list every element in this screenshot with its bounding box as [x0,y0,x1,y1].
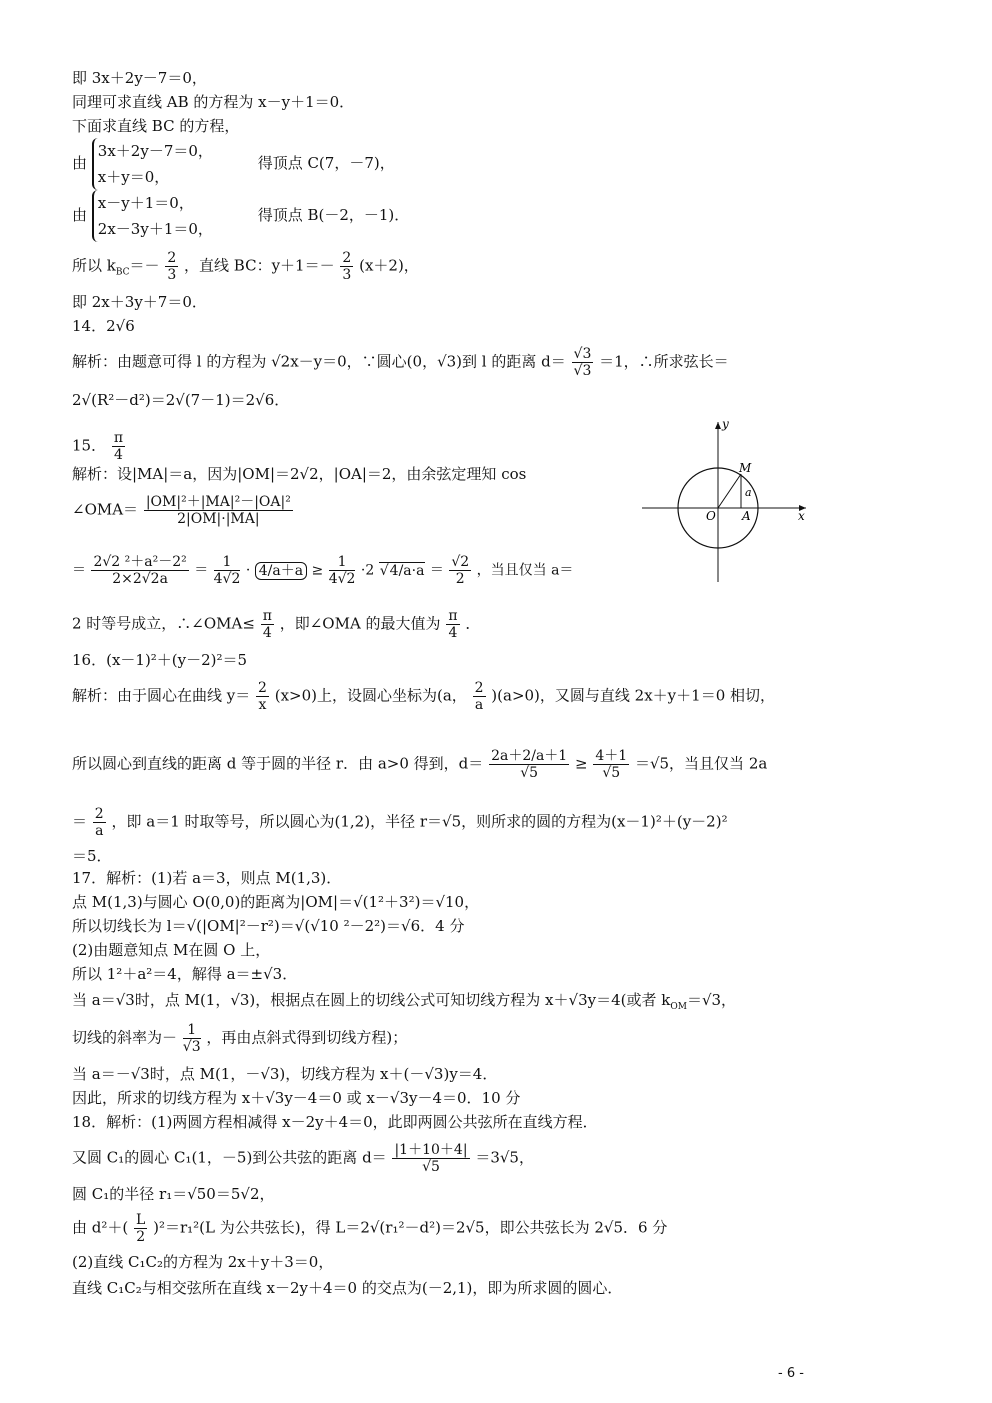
subscript: OM [670,1002,687,1012]
fraction: $\frac{\text{2√2 ²＋a²－2²}}{2\times 2√2a}$ [93,554,187,587]
text-you: 由 [72,206,88,224]
text-span: 所以圆心到直线的距离 d 等于圆的半径 r．由 a>0 得到，d＝ [72,754,484,773]
text-line [72,748,767,781]
text-span: 得顶点 C(7，－7)， [257,154,395,172]
text-line [72,608,480,641]
fraction: $\frac{√3}{√3}$ [573,346,592,379]
subscript: BC [115,267,130,278]
text-span: ＝√5，当且仅当 2a [634,754,768,773]
text-span: ，直线 BC：y＋1＝－ [184,256,335,275]
y-axis-arrow [715,422,721,429]
text-span: ＝ [429,562,444,579]
text-line: 直线 C₁C₂与相交弦所在直线 x－2y＋4＝0 的交点为(－2,1)，即为所求圆的圆心． [72,1279,623,1297]
fraction: $\frac{\pi}{4}$ [448,608,458,641]
text-line: 点 M(1,3)与圆心 O(0,0)的距离为|OM|＝√(1²＋3²)＝√10， [72,893,480,911]
text-line: (2)直线 C₁C₂的方程为 2x＋y＋3＝0， [72,1253,334,1271]
text-line [72,1212,667,1245]
text-span: 所以 k [72,256,116,275]
bracket-expr: 4/a＋a [255,562,307,580]
text-span: (x>0)上，设圆心坐标为(a， [274,686,467,705]
label-a-point: A [742,509,751,523]
text-line [72,250,419,283]
text-span: ＝√3， [686,991,737,1009]
text-span: 15． [72,436,107,455]
text-span: ≥ [574,754,588,773]
fraction: $\frac{4+1}{√5}$ [595,748,628,781]
text-span: ，即∠OMA 的最大值为 [279,614,441,633]
answer-15 [72,430,126,463]
text-span: 当 a＝√3时，点 M(1，√3)，根据点在圆上的切线公式可知切线方程为 x＋√3y＝4(或者 k [72,991,671,1009]
label-x: x [798,509,805,523]
text-line [72,680,775,713]
text-span: 解析：由于圆心在曲线 y＝ [72,686,251,705]
text-span: 得顶点 B(－2，－1)． [257,206,410,224]
text-span: ＝ [72,562,86,579]
answer-14: 14．2√6 [72,317,135,335]
text-line: 所以 1²＋a²＝4，解得 a＝±√3． [72,965,298,983]
text-line [72,1022,407,1055]
text-span: ＝ [194,562,209,579]
equation-system [72,190,409,242]
fraction: $\frac{2}{a}$ [94,806,104,839]
fraction: $\frac{1}{4√2}$ [213,554,241,587]
sys-eq: x－y＋1＝0， [97,194,194,212]
text-line: ＝5． [72,847,112,865]
text-you: 由 [72,154,88,172]
text-line [72,806,728,839]
text-span: 切线的斜率为－ [72,1028,178,1047]
text-line: 圆 C₁的半径 r₁＝√50＝5√2， [72,1185,275,1203]
fraction: $\frac{|1+10+4|}{√5}$ [394,1142,468,1175]
text-line [72,494,294,527]
fraction: $\frac{\text{|OM|²＋|MA|²－|OA|²}}{2|OM|\cdot|MA|}$ [145,494,291,527]
text-span: )(a>0)，又圆与直线 2x＋y＋1＝0 相切， [491,686,776,705]
brace-system [92,138,213,190]
fraction: $\frac{√2}{2}$ [451,554,470,587]
text-line: 当 a＝－√3时，点 M(1，－√3)，切线方程为 x＋(－√3)y＝4． [72,1065,498,1083]
text-span: ＝3√5， [475,1148,534,1167]
text-span: (x＋2)， [359,256,419,275]
fraction: $\frac{\pi}{4}$ [262,608,272,641]
label-a-length: a [745,486,752,499]
fraction: $\frac{2a+2/a+1}{√5}$ [491,748,568,781]
text-span: ＝1，∴所求弦长＝ [599,352,729,371]
text-span: ＝－ [129,256,160,275]
text-line: 解析：设|MA|＝a，因为|OM|＝2√2，|OA|＝2，由余弦定理知 cos [72,465,527,483]
circle-figure [636,416,816,586]
text-span: 解析：由题意可得 l 的方程为 √2x－y＝0，∵圆心(0，√3)到 l 的距离 d＝ [72,352,566,371]
text-line: 18．解析：(1)两圆方程相减得 x－2y＋4＝0，此即两圆公共弦所在直线方程． [72,1113,598,1131]
text-span: 又圆 C₁的圆心 C₁(1，－5)到公共弦的距离 d＝ [72,1148,387,1167]
fraction: $\frac{\pi}{4}$ [113,430,124,463]
answer-16: 16．(x－1)²＋(y－2)²＝5 [72,651,248,669]
brace-system [92,190,213,242]
text-line [72,1142,534,1175]
text-line: 下面求直线 BC 的方程， [72,117,240,135]
text-span: 2 时等号成立，∴∠OMA≤ [72,614,255,633]
text-line: 即 2x＋3y＋7＝0． [72,293,207,311]
sys-eq: x＋y＝0， [97,168,170,186]
page-number: - 6 - [778,1366,804,1381]
sqrt-expr: √ 4/a·a [379,562,426,579]
fraction: $\frac{2}{3}$ [342,250,352,283]
fraction: $\frac{1}{√3}$ [182,1022,201,1055]
fraction: $\frac{L}{2}$ [136,1212,146,1245]
sys-eq: 3x＋2y－7＝0， [97,142,213,160]
text-line: 所以切线长为 l＝√(|OM|²－r²)＝√(√10 ²－2²)＝√6．4 分 [72,917,465,935]
text-line [72,990,736,1017]
text-span: 由 d²＋( [72,1218,129,1237]
text-span: ＝ [72,812,88,831]
label-origin: O [706,509,716,523]
text-span: ·2 [360,562,375,579]
segment-om [718,474,741,508]
text-span: · [245,562,251,579]
label-m: M [739,461,752,475]
label-y: y [722,417,729,431]
text-line: 即 3x＋2y－7＝0， [72,69,207,87]
text-line: 17．解析：(1)若 a＝3，则点 M(1,3)． [72,869,342,887]
text-span: ∠OMA＝ [72,500,139,519]
text-span: ，当且仅当 a＝ [476,562,574,579]
text-span: ，再由点斜式得到切线方程)； [206,1028,408,1047]
text-line: (2)由题意知点 M在圆 O 上， [72,941,271,959]
fraction: $\frac{2}{x}$ [258,680,267,713]
text-span: ． [465,614,481,633]
text-line: 同理可求直线 AB 的方程为 x－y＋1＝0． [72,93,355,111]
text-span: ≥ [311,562,324,579]
text-span: )²＝r₁²(L 为公共弦长)，得 L＝2√(r₁²－d²)＝2√5，即公共弦长为 2√5．6 分 [153,1218,668,1237]
text-line [72,346,729,379]
fraction: $\frac{2}{a}$ [474,680,484,713]
text-line: 因此，所求的切线方程为 x＋√3y－4＝0 或 x－√3y－4＝0．10 分 [72,1089,521,1107]
sys-eq: 2x－3y＋1＝0， [97,220,213,238]
equation-system [72,138,395,190]
text-line [72,554,573,587]
text-line: 2√(R²－d²)＝2√(7－1)＝2√6． [72,391,290,409]
text-span: ，即 a＝1 时取等号，所以圆心为(1,2)，半径 r＝√5，则所求的圆的方程为(x－1)²＋(y－2)² [111,812,728,831]
fraction: $\frac{2}{3}$ [167,250,177,283]
fraction: $\frac{1}{4√2}$ [328,554,356,587]
